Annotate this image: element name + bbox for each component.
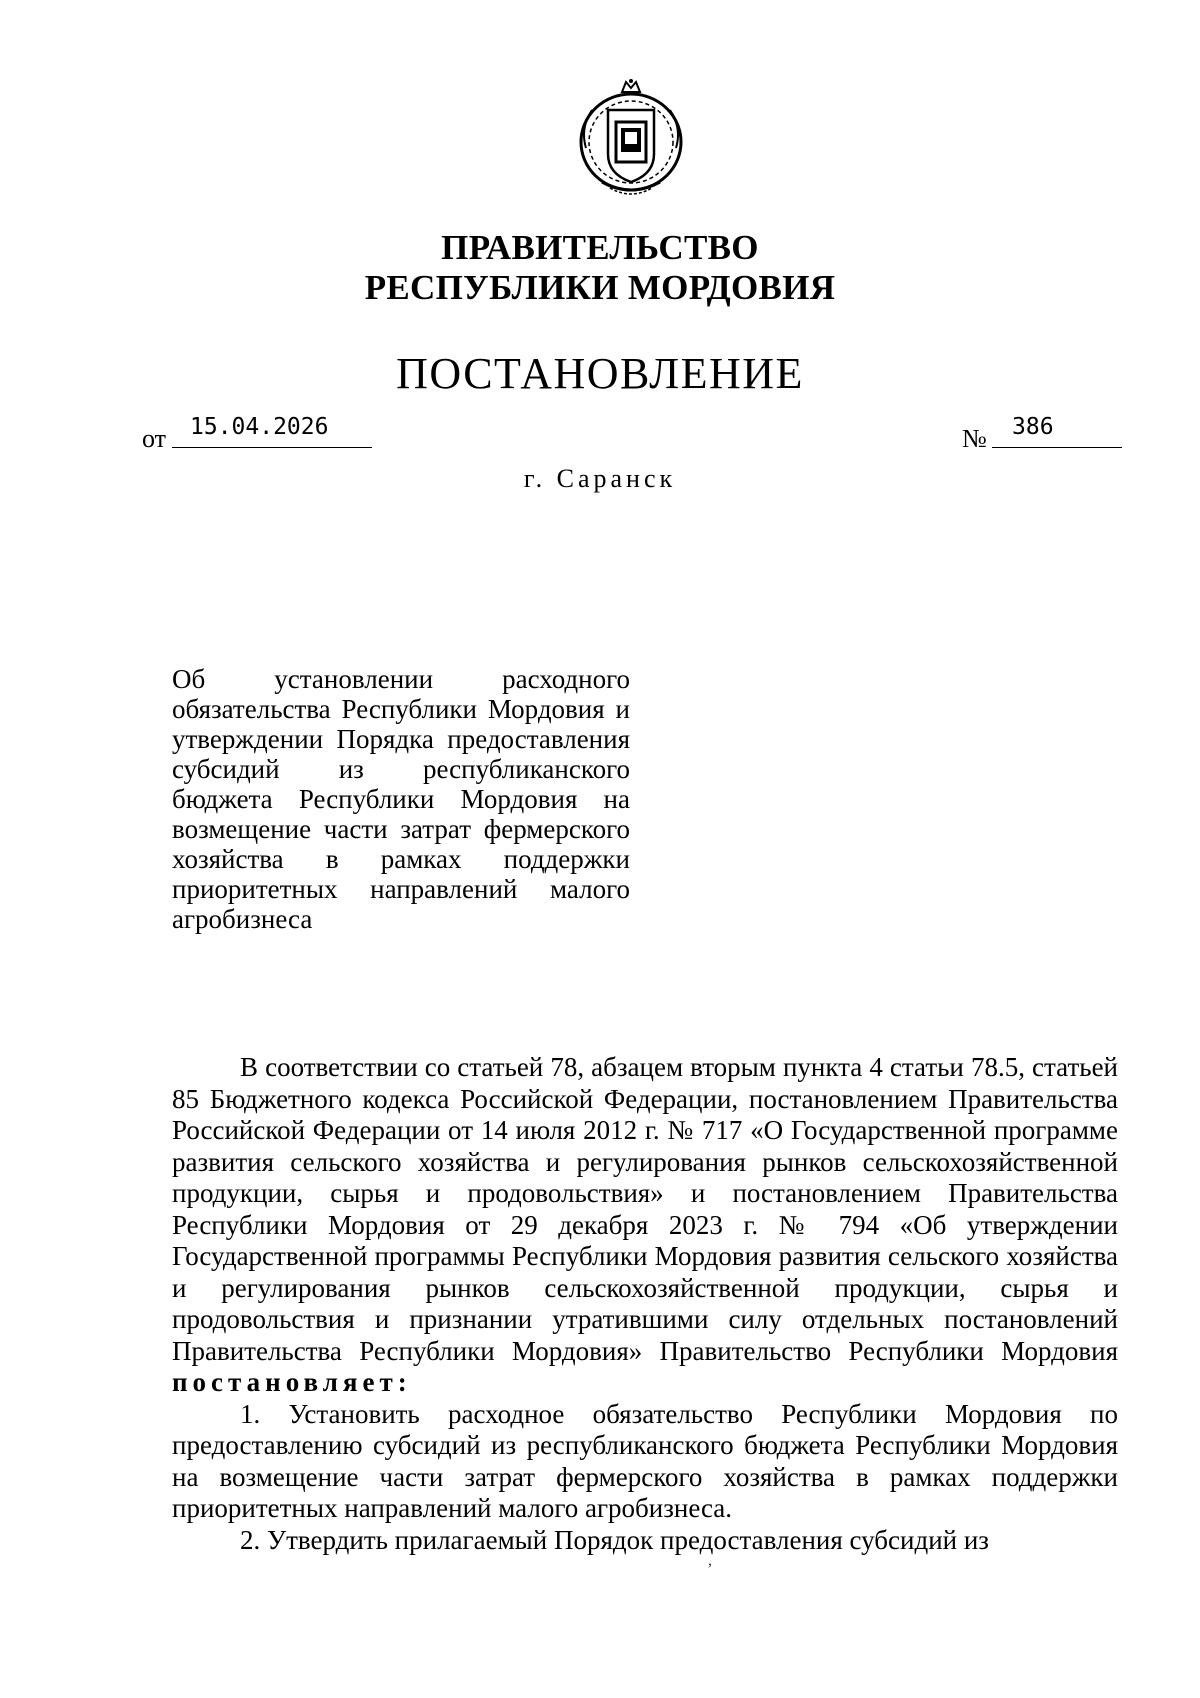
organization-name-line-1: ПРАВИТЕЛЬСТВО <box>441 228 759 267</box>
scan-mark: , <box>708 1552 712 1569</box>
resolves-word: постановляет: <box>172 1367 412 1397</box>
number-value: 386 <box>992 412 1122 448</box>
coat-of-arms-emblem <box>572 78 690 206</box>
date-label: от <box>142 424 167 453</box>
item-1-paragraph: 1. Установить расходное обязательство Республики Мордовия по предоставлению субсидий из республиканского бюджета Республики Мордовия на возмещение части затрат фермерского хозяйства в рамках поддержки приоритетных направлений малого агробизнеса. <box>172 1398 1118 1523</box>
city-line: г. Саранск <box>523 464 677 493</box>
preamble-paragraph <box>172 1052 1118 1399</box>
date-value: 15.04.2026 <box>172 412 372 448</box>
organization-name-line-2: РЕСПУБЛИКИ МОРДОВИЯ <box>364 268 836 307</box>
number-label: № <box>962 424 987 453</box>
document-type-heading: ПОСТАНОВЛЕНИЕ <box>396 349 804 398</box>
preamble-text: В соответствии со статьей 78, абзацем вторым пункта 4 статьи 78.5, статьей 85 Бюджетного кодекса Российской Федерации, постановлением Правительства Российской Федерации от 14 июля 2012 г. № 717 «О Государственной программе развития сельского хозяйства и регулирования рынков сельскохозяйственной продукции, сырья и продовольствия» и постановлением Правительства Республики Мордовия от 29 декабря 2023 г. № 794 «Об утверждении Государственной программы Республики Мордовия развития сельского хозяйства и регулирования рынков сельскохозяйственной продукции, сырья и продовольствия и признании утратившими силу отдельных постановлений Правительства Республики Мордовия» Правительство Республики Мордовия <box>172 1052 1118 1366</box>
item-2-paragraph: 2. Утвердить прилагаемый Порядок предоставления субсидий из <box>240 1524 989 1555</box>
document-body <box>172 1052 1118 1556</box>
document-title: Об установлении расходного обязательства Республики Мордовия и утверждении Порядка предоставления субсидий из республиканского бюджета Республики Мордовия на возмещение части затрат фермерского хозяйства в рамках поддержки приоритетных направлений малого агробизнеса <box>172 664 630 934</box>
